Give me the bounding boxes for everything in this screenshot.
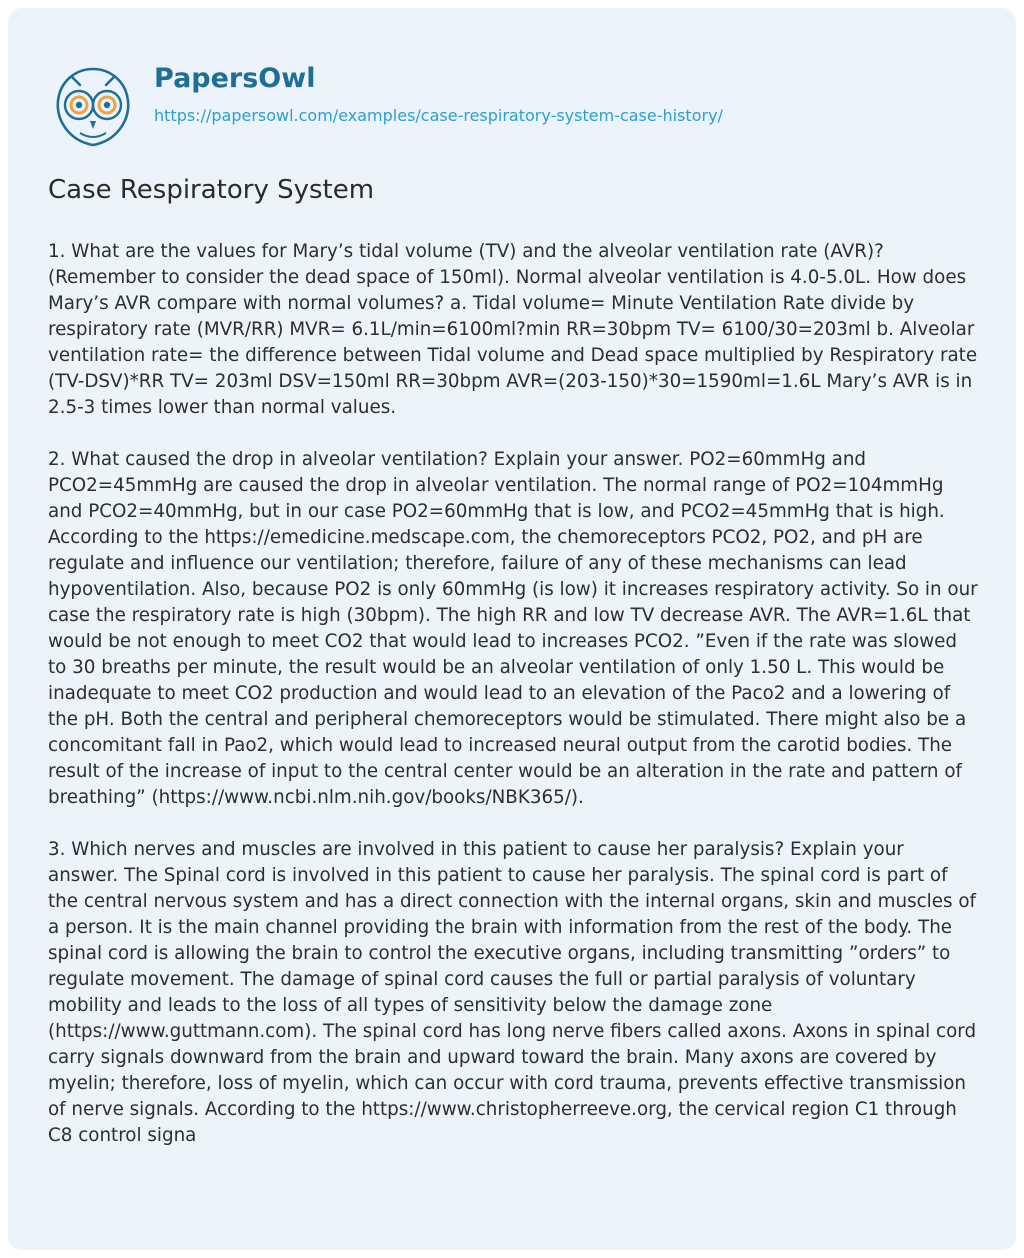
document-body [48, 239, 978, 1175]
paragraph: 1. What are the values for Mary’s tidal volume (TV) and the alveolar ventilation rate (AVR)? (Remember to consider the dead space of 150ml). Normal alveolar ventilation is 4.0-5.0L. How does Mary’s AVR compare with normal volumes? a. Tidal volume= Minute Ventilation Rate divide by respiratory rate (MVR/RR) MVR= 6.1L/min=6100ml?min RR=30bpm TV= 6100/30=203ml b. Alveolar ventilation rate= the difference between Tidal volume and Dead space multiplied by Respiratory rate (TV-DSV)*RR TV= 203ml DSV=150ml RR=30bpm AVR=(203-150)*30=1590ml=1.6L Mary’s AVR is in 2.5-3 times lower than normal values. [48, 241, 978, 418]
owl-logo-icon[interactable] [50, 63, 136, 149]
brand-name[interactable]: PapersOwl [154, 63, 316, 94]
paragraph: 2. What caused the drop in alveolar ventilation? Explain your answer. PO2=60mmHg and PCO2=45mmHg are caused the drop in alveolar ventilation. The normal range of PO2=104mmHg and PCO2=40mmHg, but in our case PO2=60mmHg that is low, and PCO2=45mmHg that is high. According to the https://emedicine.medscape.com, the chemoreceptors PCO2, PO2, and pH are regulate and influence our ventilation; therefore, failure of any of these mechanisms can lead hypoventilation. Also, because PO2 is only 60mmHg (is low) it increases respiratory activity. So in our case the respiratory rate is high (30bpm). The high RR and low TV decrease AVR. The AVR=1.6L that would be not enough to meet CO2 that would lead to increases PCO2. ”Even if the rate was slowed to 30 breaths per minute, the result would be an alveolar ventilation of only 1.50 L. This would be inadequate to meet CO2 production and would lead to an elevation of the Paco2 and a lowering of the pH. Both the central and peripheral chemoreceptors would be stimulated. There might also be a concomitant fall in Pao2, which would lead to increased neural output from the carotid bodies. The result of the increase of input to the central center would be an alteration in the rate and pattern of breathing” (https://www.ncbi.nlm.nih.gov/books/NBK365/). [48, 449, 978, 808]
paragraph: 3. Which nerves and muscles are involved in this patient to cause her paralysis? Explain your answer. The Spinal cord is involved in this patient to cause her paralysis. The spinal cord is part of the central nervous system and has a direct connection with the internal organs, skin and muscles of a person. It is the main channel providing the brain with information from the rest of the body. The spinal cord is allowing the brain to control the executive organs, including transmitting ”orders” to regulate movement. The damage of spinal cord causes the full or partial paralysis of voluntary mobility and leads to the loss of all types of sensitivity below the damage zone (https://www.guttmann.com). The spinal cord has long nerve fibers called axons. Axons in spinal cord carry signals downward from the brain and upward toward the brain. Many axons are covered by myelin; therefore, loss of myelin, which can occur with cord trauma, prevents effective transmission of nerve signals. According to the https://www.christopherreeve.org, the cervical region C1 through C8 control signa [48, 839, 977, 1146]
brand-block [154, 63, 854, 126]
document-card [8, 8, 1016, 1250]
page-title: Case Respiratory System [48, 175, 375, 205]
source-url-link[interactable]: https://papersowl.com/examples/case-respiratory-system-case-history/ [154, 106, 723, 125]
site-header [50, 63, 723, 149]
